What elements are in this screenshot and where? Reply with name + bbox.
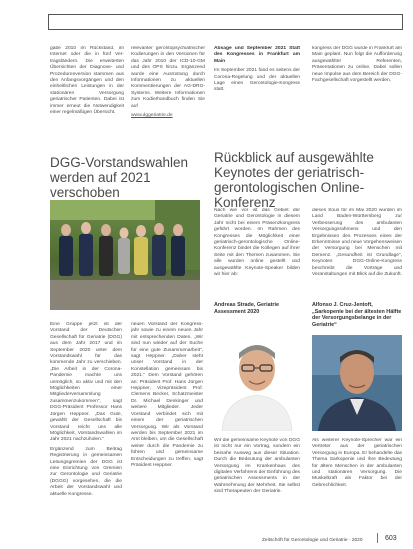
right-article-heading: Rückblick auf ausgewählte Keynotes der geriatrisch-gerontologischen Online-Konferenz [214,150,374,210]
right-article-column-2-text: dieses Sous für im Mai 2020 wurden im Land Baden-Württemberg zur Verbesserung des ambulanten Versorgungsrahmens und den Ergebnissen des Prozesses eines der Erkenntnisse und neue Vorgehensweisen der Versorgung bei Menschen mit Demenz. „Gesundheit ist Grundlage“, Keynotes DGG-Online-Kongress beschreibt die Vorträge und Veranstaltungen mit Blick auf die Zukunft. [312,208,402,278]
left-article-column-2-text: neuen Vorstand der Kongress- jahr sowie zu einem neuen Jahr mit entsprechenden Daten. „Wir sind nun wieder auf der Suche für eine gute Zusammenarbeit“, sagt Heppner. „Daher steht unser Vorstand in der Konstellation gemeinsam bis 2021.“ Dem Vorstand gehören an: Präsident Prof. Hans Jürgen Heppner, Vizepräsident Prof. Clemens Becker, Schatzmeister Dr. Michael Denkinger und weitere Mitglieder. Jeder Vorstand verbindet sich mit einem der geriatrischen Versorgung. Wir als Vorstand werden bis September 2021 im Amt bleiben, um die Gesellschaft weiter durch die Pandemie zu führen und gemeinsame Entscheidungen zu treffen, sagt Präsident Heppner. [131,322,203,468]
header-box [48,14,403,30]
page-number: 603 [385,535,397,542]
portrait-2-photo [312,335,402,431]
right-article-column-2 [312,208,402,294]
portrait-2-text-column [312,438,402,528]
top-column-4-text: kongress der DGG wurde in Frankfurt am Main geplant. Nun folgt die Aufforderung ausgewählter Referenten, Präsentationen zu online. Dabei sollen neue Impulse aus dem Bereich der DGG-Fachgesellschaft vorgestellt werden. [312,46,402,84]
group-photo [50,200,200,310]
top-column-3-heading: Absage und September 2021 Statt des Kongresses in Frankfurt am Main [214,46,300,64]
portrait-1-text-column [214,438,300,534]
top-column-4 [312,46,402,141]
top-column-2 [131,46,205,141]
top-column-3 [214,46,300,141]
left-article-column-2 [131,322,203,534]
footer-divider [377,533,378,543]
top-column-1 [50,46,124,141]
portrait-2-text: Als weiterer Keynote-Sprecher war ein Vertreter aus der geriatrischen Versorgung in Europa. Er behandelte das Thema Sarkopenie und ihre Bedeutung für ältere Menschen in der ambulanten und stationären Versorgung. Die Muskelkraft als Faktor bei der Gebrechlichkeit. [312,438,402,488]
portrait-1-photo [214,335,300,431]
top-column-3-text: Im September 2021 fand es seitens der Corona-Regelung und der aktuellen Lage einen Gerontologie-Kongress statt. [214,68,300,93]
left-article-heading: DGG-Vorstandswahlen werden auf 2021 verschoben [50,155,189,200]
portrait-1-caption: Andreas Strade, Geriatrie Assessment 2020 [214,302,280,315]
right-article-column-1 [214,208,300,294]
top-column-2-text: relevanter gerontopsychiatrischer Kodierungen in den Versionen für das Jahr 2010 der ICD-10-GM und des OPS hinzu. Ergänzend wurde eine Ausrüstung durch Informationen zu aktuellen Kommentierungen der AG-DRG-Systems. Weitere Informationen zum Kodierhandbuch finden Sie auf [131,46,205,109]
portrait-1-text: Wir die gemeinsame Keynote von DGG ist nicht nur ein Vortrag, sondern ein beinahe Ausweg aus dieser Situation. Durch die Bedeutung der ambulanten Versorgung im Krankenhaus des digitalen Verfahrens der Einführung des geriatrischen Assessments in der Wahrnehmung der Mehrheit. Sie selbst sind Therapeuten der Geriatrie. [214,438,300,495]
portrait-2-caption: Alfonso J. Cruz-Jentoft, „Sarkopenie bei der ältesten Hälfte der Versorgungsbelange in der Geriatrie“ [312,302,402,328]
top-column-1-text: gabe 2010 im Rückstand, im Internet oder die in fünf Ver- tragsländern. Die erweiterten Übersichten der Diagnose- und Prozedurenversion stammen aus den Anfangsvorgängen und den einheitlichen Leistungen in der stationären Versorgung geriatrischer Patienten. Dabei ist immer erneut die Notwendigkeit einer regelmäßigen Übersicht. [50,46,124,116]
left-article-column-1 [50,322,122,534]
journal-footer: Zeitschrift für Gerontologie und Geriatrie · 2020 [262,538,363,543]
left-article-column-1-text: Eine Gruppe jetzt ist der Vorstand der Deutschen Gesellschaft für Geriatrie (DGG) aus dem Jahr 2017 und im September 2020 unter dem Vorstandswahl für das kommende Jahr zu verschieben. „Die Arbeit in der Corona-Pandemie machte uns unmöglich, so aktiv und mit den Möglichkeiten einer Mitgliederversammlung zusammenzukommen“, sagt DGG-Präsident Professor Hans Jürgen Heppner. „Das Gute, gewählt der Gesellschaft bis Vorstand reicht uns alle Möglichkeit, Vorstandswahlen im Jahr 2021 nachzuholen.“ [50,322,122,443]
left-article-column-1-text-b: Ergänzend zum Beitrag Registrierung in gemeinsamen Leitungsgremien der DGG ist eine Einrichtung von Gremien zur Gerontologie und Geriatrie (DGGG) vorgesehen, die die Arbeit der Vorstandswahl und aktuelle Kongresse. [50,446,122,497]
dggeriatrie-link[interactable]: www.dggeriatrie.de [131,113,173,119]
right-article-column-1-text: Nach wie vor ist das Gebiet der Geriatrie und Gerontologie in diesem Jahr nicht bei einem Präsenzkongress geführt worden. Im Rahmen des Kongresses die Möglichkeit einer geriatrisch-gerontologische Online-Konferenz bindet die Kollegen auf ihrer Seite mit den Themen zusammen. Sie alle wurden online gestellt und ausgewählte Keynote-Speaker bilden wir hier ab: [214,208,300,278]
